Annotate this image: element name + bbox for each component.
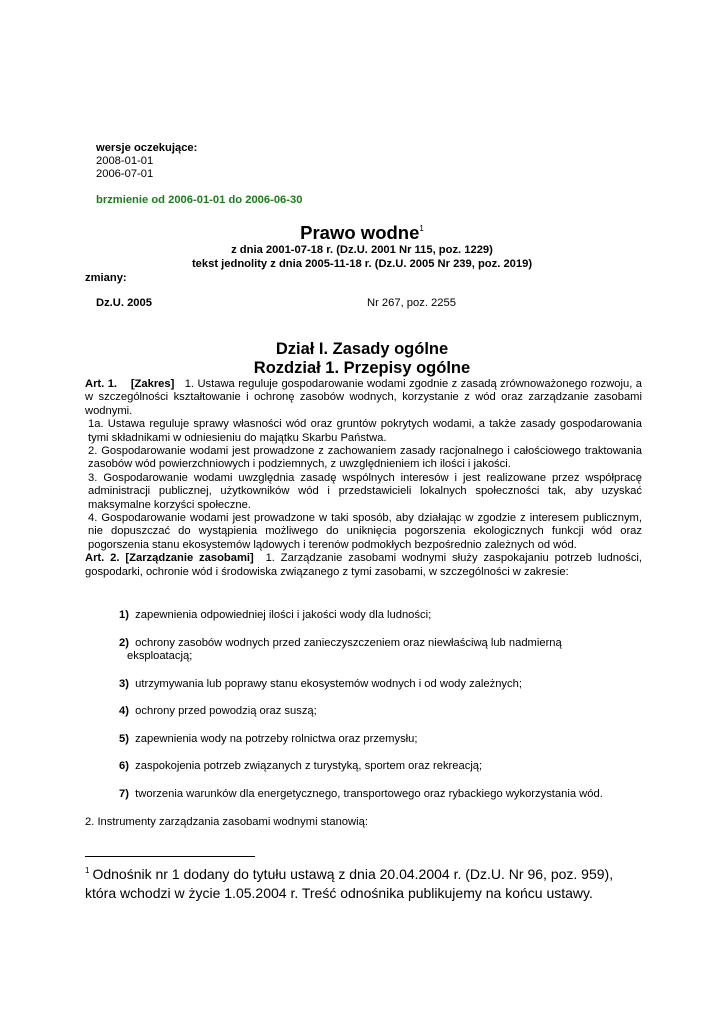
list-item: 3) utrzymywania lub poprawy stanu ekosystemów wodnych i od wody zależnych;	[119, 678, 522, 690]
paragraph-text: 1. Zarządzanie zasobami wodnymi służy zaspokajaniu potrzeb ludności, gospodarki, ochronie wód i środowiska związanego z tymi zasobami, w szczególności w zakresie:	[85, 552, 643, 578]
consolidated-text-line: tekst jednolity z dnia 2005-11-18 r. (Dz.U. 2005 Nr 239, poz. 2019)	[191, 258, 533, 270]
art2-para-2: 2. Instrumenty zarządzania zasobami wodnymi stanowią:	[85, 816, 368, 828]
art1-para-3: 3. Gospodarowanie wodami uwzględnia zasadę wspólnych interesów i jest realizowane przez współpracę administracji publicznej, użytkowników wód i przedstawicieli lokalnych społeczności tak, aby uzyskać maksymalne korzyści społeczne.	[88, 471, 642, 511]
pending-versions-label: wersje oczekujące:	[96, 142, 198, 154]
footnote-text: Odnośnik nr 1 dodany do tytułu ustawą z dnia 20.04.2004 r. (Dz.U. Nr 96, poz. 959), która wchodzi w życie 1.05.2004 r. Treść odnośnika publikujemy na końcu ustawy.	[85, 866, 614, 901]
art1-para-2: 2. Gospodarowanie wodami jest prowadzone z zachowaniem zasady racjonalnego i całościowego traktowania zasobów wód powierzchniowych i podziemnych, z uwzględnieniem ich ilości i jakości.	[88, 445, 642, 471]
act-title: Prawo wodne$^1$	[300, 222, 424, 243]
footnote-ref[interactable]: 1	[419, 224, 424, 233]
footnote-mark: 1	[85, 866, 90, 875]
art1-para-1a: 1a. Ustawa reguluje sprawy własności wód oraz gruntów pokrytych wodami, a także zasady gospodarowania tymi składnikami w odniesieniu do majątku Skarbu Państwa.	[88, 418, 642, 444]
paragraph-text: 1. Ustawa reguluje gospodarowanie wodami zgodnie z zasadą zrównoważonego rozwoju, a w szczególności kształtowanie i ochronę zasobów wodnych, korzystanie z wód oraz zarządzanie zasobami wodnymi.	[85, 378, 643, 417]
pending-version-link[interactable]: 2006-07-01	[96, 168, 154, 180]
article-1	[85, 378, 642, 579]
list-item: 5) zapewnienia wody na potrzeby rolnictwa oraz przemysłu;	[119, 733, 418, 745]
article-heading: [Zakres]	[130, 378, 175, 390]
article-label: Art. 2.	[85, 552, 120, 565]
pending-version-link[interactable]: 2008-01-01	[96, 155, 154, 167]
art1-para-1	[85, 378, 642, 418]
amendments-label: zmiany:	[85, 272, 127, 284]
list-item: 2) ochrony zasobów wodnych przed zanieczyszczeniem oraz niewłaściwą lub nadmierną eksploatacją;	[119, 637, 562, 663]
chapter-heading: Rozdział 1. Przepisy ogólne	[253, 359, 471, 377]
footnote	[85, 861, 645, 903]
art2-para-1	[85, 552, 642, 579]
article-label: Art. 1.	[85, 378, 118, 390]
division-heading: Dział I. Zasady ogólne	[275, 340, 449, 358]
list-item: 1) zapewnienia odpowiedniej ilości i jakości wody dla ludności;	[119, 609, 432, 621]
amendment-position-link[interactable]: Nr 267, poz. 2255	[367, 297, 456, 309]
list-item: 7) tworzenia warunków dla energetycznego, transportowego oraz rybackiego wykorzystania wód.	[119, 788, 603, 800]
list-item: 4) ochrony przed powodzią oraz suszą;	[119, 705, 317, 717]
art1-para-4: 4. Gospodarowanie wodami jest prowadzone w taki sposób, aby działając w zgodzie z interesem publicznym, nie dopuszczać do wystąpienia możliwego do uniknięcia pogorszenia ekologicznych funkcji wód oraz pogorszenia stanu ekosystemów lądowych i terenów podmokłych bezpośrednio zależnych od wód.	[88, 512, 642, 551]
in-force-period: brzmienie od 2006-01-01 do 2006-06-30	[96, 194, 303, 206]
list-item: 6) zaspokojenia potrzeb związanych z turystyką, sportem oraz rekreacją;	[119, 760, 483, 772]
act-date-line: z dnia 2001-07-18 r. (Dz.U. 2001 Nr 115, poz. 1229)	[231, 244, 493, 256]
footnote-separator	[85, 856, 255, 857]
article-heading: [Zarządzanie zasobami]	[125, 552, 254, 565]
amendment-journal: Dz.U. 2005	[96, 297, 152, 309]
